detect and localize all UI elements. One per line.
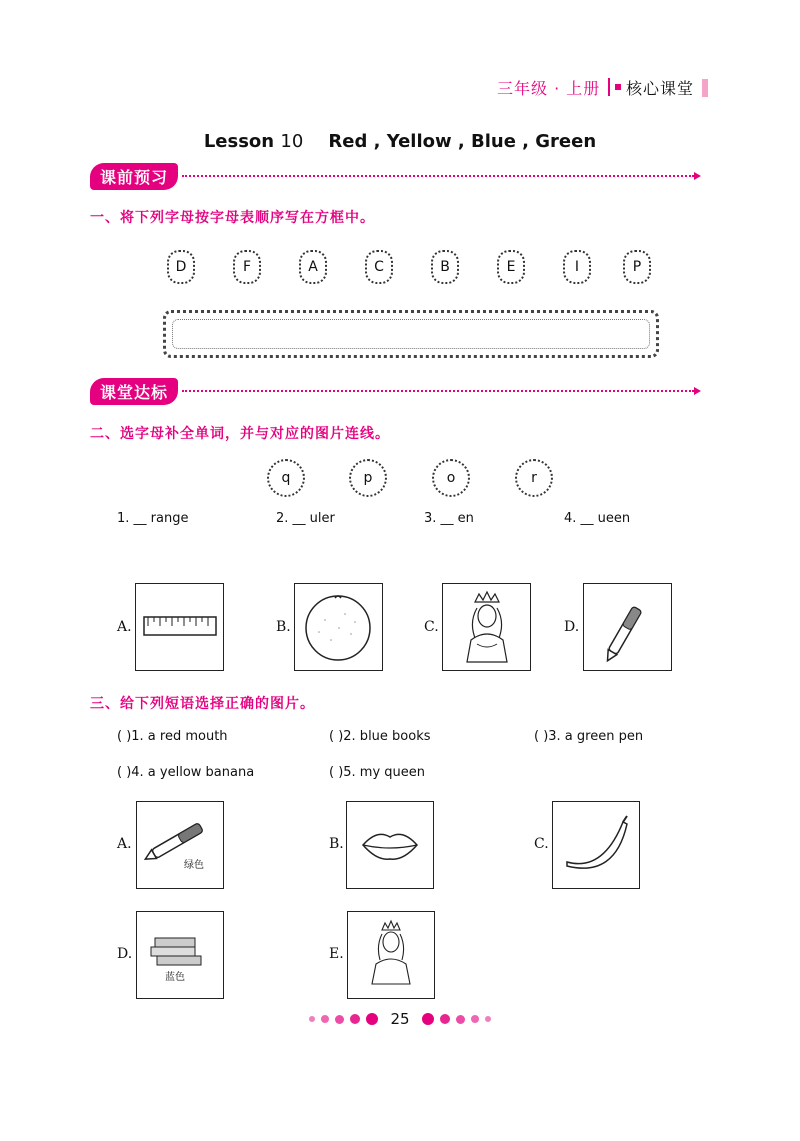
letter-badge: D xyxy=(167,250,195,284)
dotted-line xyxy=(182,390,694,392)
blue-books-picture[interactable] xyxy=(136,911,224,999)
lesson-number: 10 xyxy=(280,131,304,152)
mouth-icon xyxy=(347,802,433,888)
phrase-item: ( )5. my queen xyxy=(329,765,426,780)
queen-picture[interactable] xyxy=(442,583,531,671)
phrase-item: ( )3. a green pen xyxy=(534,729,644,744)
phrase-item: ( )2. blue books xyxy=(329,729,431,744)
section-preview xyxy=(90,162,701,190)
option-label: A. xyxy=(117,619,132,635)
q1-heading: 一、将下列字母按字母表顺序写在方框中。 xyxy=(90,210,375,226)
option-label: A. xyxy=(117,836,132,852)
q2-heading: 二、选字母补全单词，并与对应的图片连线。 xyxy=(90,426,390,442)
header-separator xyxy=(608,78,610,96)
circle-letter: p xyxy=(349,459,387,497)
arrow-icon xyxy=(694,387,701,395)
header-bar-decoration xyxy=(702,79,708,97)
option-label: D. xyxy=(117,946,133,962)
word-item: 2. __ uler xyxy=(276,511,335,526)
option-label: B. xyxy=(276,619,291,635)
footer-dot xyxy=(335,1015,344,1024)
word-item: 3. __ en xyxy=(424,511,474,526)
circle-letter: r xyxy=(515,459,553,497)
core-class-label: 核心课堂 xyxy=(626,79,695,98)
pen-picture[interactable] xyxy=(583,583,672,671)
option-label: C. xyxy=(534,836,549,852)
page-number: 25 xyxy=(390,1010,410,1028)
footer-dot xyxy=(321,1015,329,1023)
word-item: 1. __ range xyxy=(117,511,189,526)
orange-icon xyxy=(295,584,382,670)
letter-badge: E xyxy=(497,250,525,284)
ruler-icon xyxy=(136,584,223,670)
footer-dot xyxy=(440,1014,450,1024)
circle-letter: o xyxy=(432,459,470,497)
lesson-topic: Red , Yellow , Blue , Green xyxy=(328,131,597,152)
circle-letter: q xyxy=(267,459,305,497)
header-square-icon xyxy=(615,84,621,90)
books-icon xyxy=(137,912,223,998)
page-footer xyxy=(0,1010,800,1028)
green-pen-picture[interactable] xyxy=(136,801,224,889)
section-classroom-label: 课堂达标 xyxy=(90,378,178,405)
page-title xyxy=(0,131,800,152)
queen-icon xyxy=(348,912,434,998)
footer-dot xyxy=(456,1015,465,1024)
letter-badge: I xyxy=(563,250,591,284)
section-classroom xyxy=(90,377,701,405)
phrase-item: ( )1. a red mouth xyxy=(117,729,228,744)
q3-heading: 三、给下列短语选择正确的图片。 xyxy=(90,696,315,712)
letter-badge: F xyxy=(233,250,261,284)
option-label: E. xyxy=(329,946,344,962)
orange-picture[interactable] xyxy=(294,583,383,671)
option-label: B. xyxy=(329,836,344,852)
banana-picture[interactable] xyxy=(552,801,640,889)
pen-icon xyxy=(137,802,223,888)
letter-badge: B xyxy=(431,250,459,284)
mouth-picture[interactable] xyxy=(346,801,434,889)
footer-dot xyxy=(422,1013,434,1025)
letter-badge: P xyxy=(623,250,651,284)
color-label: 蓝色 xyxy=(165,972,185,983)
footer-dot xyxy=(309,1016,315,1022)
footer-dot xyxy=(471,1015,479,1023)
queen-icon xyxy=(443,584,530,670)
letter-badge: A xyxy=(299,250,327,284)
option-label: C. xyxy=(424,619,439,635)
pen-icon xyxy=(584,584,671,670)
phrase-item: ( )4. a yellow banana xyxy=(117,765,255,780)
option-label: D. xyxy=(564,619,580,635)
color-label: 绿色 xyxy=(184,860,204,871)
dotted-line xyxy=(182,175,694,177)
lesson-word: Lesson xyxy=(203,131,275,152)
letter-badge: C xyxy=(365,250,393,284)
answer-box[interactable] xyxy=(163,310,659,358)
arrow-icon xyxy=(694,172,701,180)
section-preview-label: 课前预习 xyxy=(90,163,178,190)
footer-dot xyxy=(485,1016,491,1022)
grade-label: 三年级 · 上册 xyxy=(497,79,601,98)
footer-dot xyxy=(366,1013,378,1025)
footer-dot xyxy=(350,1014,360,1024)
banana-icon xyxy=(553,802,639,888)
ruler-picture[interactable] xyxy=(135,583,224,671)
word-item: 4. __ ueen xyxy=(564,511,631,526)
queen-picture[interactable] xyxy=(347,911,435,999)
